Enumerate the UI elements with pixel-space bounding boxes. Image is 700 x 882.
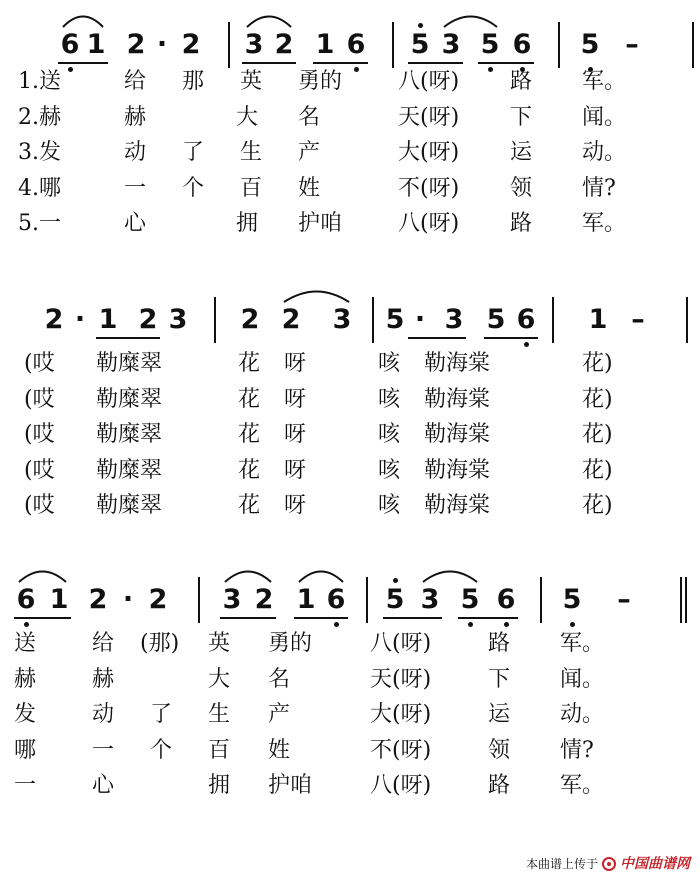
lyric-word: (哎 xyxy=(24,457,55,483)
lyric-word: 勒糜翠 xyxy=(96,422,163,447)
lyric-word: 英 xyxy=(240,69,263,94)
lyric-word: 呀 xyxy=(284,386,307,412)
barline xyxy=(686,297,688,343)
barline xyxy=(540,577,542,623)
slur-arc xyxy=(283,287,350,303)
site-name[interactable]: 中国曲谱网 xyxy=(620,856,690,872)
lyric-word: 情? xyxy=(560,737,594,763)
dot-augmentation: · xyxy=(122,584,134,615)
lyric-word: 路 xyxy=(510,211,533,236)
lyric-word: 一 xyxy=(92,737,115,763)
lyric-word: 花) xyxy=(582,351,613,376)
octave-down-dot xyxy=(468,622,473,627)
note: 3 xyxy=(420,584,440,615)
lyric-word: 运 xyxy=(488,702,511,727)
note: 2 xyxy=(240,304,260,335)
lyric-line-3 xyxy=(0,701,700,731)
note: 3 xyxy=(168,304,188,335)
lyric-word: 咳 xyxy=(378,457,401,483)
lyric-word: 领 xyxy=(488,737,511,763)
lyric-word: 名 xyxy=(268,666,291,692)
lyric-word: 动。 xyxy=(582,140,627,165)
note: 6 xyxy=(516,304,536,335)
note: 2 xyxy=(254,584,274,615)
lyric-word: 拥 xyxy=(236,211,259,236)
upload-note: 本曲谱上传于 xyxy=(525,857,598,871)
barline xyxy=(692,22,694,68)
lyric-word: 花 xyxy=(238,386,261,412)
lyric-word: 个 xyxy=(182,175,205,201)
lyric-line-4 xyxy=(0,737,700,767)
lyric-line-1 xyxy=(0,68,700,98)
lyric-word: 动。 xyxy=(560,702,605,727)
barline xyxy=(685,577,687,623)
lyric-word: 2.赫 xyxy=(18,104,61,130)
octave-down-dot xyxy=(504,622,509,627)
lyric-word: 勒海棠 xyxy=(424,351,491,376)
beam-underline xyxy=(383,617,442,619)
lyric-word: (哎 xyxy=(24,493,55,518)
lyric-word: 百 xyxy=(240,175,263,201)
octave-down-dot xyxy=(334,622,339,627)
barline xyxy=(198,577,200,623)
lyric-word: 大 xyxy=(236,104,259,130)
dot-augmentation: · xyxy=(414,304,426,335)
barline xyxy=(372,297,374,343)
lyric-word: (哎 xyxy=(24,386,55,412)
lyric-line-2 xyxy=(0,104,700,134)
note: 3 xyxy=(441,29,461,60)
lyric-word: 勒海棠 xyxy=(424,457,491,483)
lyric-word: 4.哪 xyxy=(18,175,61,201)
lyric-word: 1.送 xyxy=(18,69,61,94)
note: 6 xyxy=(496,584,516,615)
lyric-word: 动 xyxy=(92,702,115,727)
note-row xyxy=(0,10,700,70)
lyric-word: 路 xyxy=(488,631,511,656)
lyric-word: 护咱 xyxy=(268,773,313,798)
lyric-word: 一 xyxy=(124,175,147,201)
hold-dash: – xyxy=(631,304,645,335)
lyric-word: 咳 xyxy=(378,422,401,447)
lyric-line-2 xyxy=(0,666,700,696)
lyric-word: 姓 xyxy=(268,737,291,763)
note: 2 xyxy=(126,29,146,60)
barline xyxy=(214,297,216,343)
lyric-word: 发 xyxy=(14,702,37,727)
lyric-word: 哪 xyxy=(14,737,37,763)
lyric-word: 赫 xyxy=(14,666,37,692)
lyric-word: 咳 xyxy=(378,493,401,518)
lyric-word: 八(呀) xyxy=(370,773,432,798)
lyric-word: 大(呀) xyxy=(370,702,432,727)
lyric-word: 百 xyxy=(208,737,231,763)
beam-underline xyxy=(478,62,534,64)
lyric-word: 了 xyxy=(150,702,173,727)
lyric-word: 心 xyxy=(92,773,115,798)
dot-augmentation: · xyxy=(156,29,168,60)
note: 3 xyxy=(222,584,242,615)
note: 5 xyxy=(385,304,405,335)
lyric-word: 名 xyxy=(298,104,321,130)
hold-dash: – xyxy=(625,29,639,60)
lyric-word: 产 xyxy=(298,140,321,165)
lyric-word: 心 xyxy=(124,211,147,236)
lyric-word: 勇的 xyxy=(298,69,343,94)
lyric-word: 给 xyxy=(124,69,147,94)
lyric-word: 军。 xyxy=(582,69,627,94)
octave-down-dot xyxy=(524,342,529,347)
note: 5 xyxy=(480,29,500,60)
slur-arc xyxy=(62,12,104,28)
lyric-word: 花 xyxy=(238,457,261,483)
lyric-word: 勒糜翠 xyxy=(96,386,163,412)
barline xyxy=(392,22,394,68)
lyric-word: 路 xyxy=(510,69,533,94)
note: 1 xyxy=(315,29,335,60)
lyric-word: 运 xyxy=(510,140,533,165)
lyric-word: 赫 xyxy=(92,666,115,692)
slur-arc xyxy=(246,12,292,28)
lyric-word: 军。 xyxy=(560,631,605,656)
lyric-word: 给 xyxy=(92,631,115,656)
lyric-word: 大(呀) xyxy=(398,140,460,165)
slur-arc xyxy=(422,567,478,583)
lyric-line-3 xyxy=(0,421,700,451)
lyric-word: 不(呀) xyxy=(370,737,432,763)
note: 2 xyxy=(44,304,64,335)
lyric-word: 不(呀) xyxy=(398,175,460,201)
note: 1 xyxy=(588,304,608,335)
beam-underline xyxy=(96,337,160,339)
beam-underline xyxy=(58,62,108,64)
note: 6 xyxy=(60,29,80,60)
lyric-word: 下 xyxy=(488,666,511,692)
lyric-word: 领 xyxy=(510,175,533,201)
lyric-word: 天(呀) xyxy=(370,666,432,692)
lyric-word: 勇的 xyxy=(268,631,313,656)
barline xyxy=(680,577,682,623)
lyric-word: 花 xyxy=(238,422,261,447)
barline xyxy=(228,22,230,68)
octave-down-dot xyxy=(24,622,29,627)
lyric-word: 英 xyxy=(208,631,231,656)
lyric-word: (哎 xyxy=(24,422,55,447)
slur-arc xyxy=(18,567,67,583)
lyric-word: (哎 xyxy=(24,351,55,376)
lyric-word: 八(呀) xyxy=(370,631,432,656)
note: 1 xyxy=(86,29,106,60)
lyric-line-3 xyxy=(0,139,700,169)
beam-underline xyxy=(294,617,348,619)
lyric-word: 护咱 xyxy=(298,211,343,236)
lyric-line-5 xyxy=(0,772,700,802)
slur-arc xyxy=(443,12,498,28)
barline xyxy=(366,577,368,623)
lyric-word: 八(呀) xyxy=(398,211,460,236)
note: 5 xyxy=(410,29,430,60)
lyric-word: 咳 xyxy=(378,351,401,376)
note: 6 xyxy=(512,29,532,60)
note: 2 xyxy=(138,304,158,335)
lyric-word: 姓 xyxy=(298,175,321,201)
lyric-word: 个 xyxy=(150,737,173,763)
lyric-word: 军。 xyxy=(582,211,627,236)
note: 5 xyxy=(580,29,600,60)
lyric-line-4 xyxy=(0,175,700,205)
lyric-word: 花) xyxy=(582,457,613,483)
lyric-word: 动 xyxy=(124,140,147,165)
lyric-word: 勒海棠 xyxy=(424,493,491,518)
lyric-word: 花 xyxy=(238,493,261,518)
note-row xyxy=(0,285,700,345)
lyric-word: 花) xyxy=(582,386,613,412)
beam-underline xyxy=(242,62,296,64)
dot-augmentation: · xyxy=(74,304,86,335)
note: 5 xyxy=(486,304,506,335)
note: 1 xyxy=(98,304,118,335)
note: 2 xyxy=(148,584,168,615)
beam-underline xyxy=(408,62,463,64)
lyric-word: 送 xyxy=(14,631,37,656)
site-logo-icon xyxy=(602,857,616,871)
lyric-word: 下 xyxy=(510,104,533,130)
note: 6 xyxy=(326,584,346,615)
note: 2 xyxy=(281,304,301,335)
lyric-word: 大 xyxy=(208,666,231,692)
note: 2 xyxy=(274,29,294,60)
lyric-word: 3.发 xyxy=(18,140,61,165)
note: 2 xyxy=(181,29,201,60)
beam-underline xyxy=(458,617,518,619)
octave-down-dot xyxy=(570,622,575,627)
lyric-word: 勒海棠 xyxy=(424,422,491,447)
lyric-word: (那) xyxy=(140,631,180,656)
lyric-line-2 xyxy=(0,386,700,416)
lyric-line-5 xyxy=(0,210,700,240)
lyric-line-1 xyxy=(0,350,700,380)
lyric-line-4 xyxy=(0,457,700,487)
beam-underline xyxy=(484,337,538,339)
lyric-word: 八(呀) xyxy=(398,69,460,94)
lyric-line-1 xyxy=(0,630,700,660)
lyric-word: 生 xyxy=(240,140,263,165)
note-row xyxy=(0,565,700,625)
note: 3 xyxy=(444,304,464,335)
lyric-word: 闻。 xyxy=(560,666,605,692)
lyric-word: 拥 xyxy=(208,773,231,798)
lyric-word: 呀 xyxy=(284,351,307,376)
lyric-word: 呀 xyxy=(284,422,307,447)
beam-underline xyxy=(220,617,276,619)
lyric-word: 勒糜翠 xyxy=(96,493,163,518)
beam-underline xyxy=(14,617,71,619)
lyric-word: 路 xyxy=(488,773,511,798)
barline xyxy=(558,22,560,68)
note: 3 xyxy=(244,29,264,60)
slur-arc xyxy=(298,567,344,583)
lyric-word: 天(呀) xyxy=(398,104,460,130)
barline xyxy=(552,297,554,343)
lyric-word: 呀 xyxy=(284,457,307,483)
note: 2 xyxy=(88,584,108,615)
lyric-word: 花) xyxy=(582,422,613,447)
octave-up-dot xyxy=(393,578,398,583)
note: 5 xyxy=(460,584,480,615)
note: 1 xyxy=(49,584,69,615)
lyric-word: 产 xyxy=(268,702,291,727)
lyric-word: 军。 xyxy=(560,773,605,798)
slur-arc xyxy=(224,567,272,583)
note: 6 xyxy=(346,29,366,60)
lyric-word: 花) xyxy=(582,493,613,518)
lyric-line-5 xyxy=(0,492,700,522)
lyric-word: 情? xyxy=(582,175,616,201)
lyric-word: 生 xyxy=(208,702,231,727)
lyric-word: 闻。 xyxy=(582,104,627,130)
lyric-word: 那 xyxy=(182,69,205,94)
hold-dash: – xyxy=(617,584,631,615)
note: 5 xyxy=(385,584,405,615)
lyric-word: 赫 xyxy=(124,104,147,130)
lyric-word: 了 xyxy=(182,140,205,165)
lyric-word: 勒海棠 xyxy=(424,386,491,412)
lyric-word: 5.一 xyxy=(18,211,61,236)
lyric-word: 勒糜翠 xyxy=(96,351,163,376)
beam-underline xyxy=(408,337,466,339)
note: 3 xyxy=(332,304,352,335)
lyric-word: 咳 xyxy=(378,386,401,412)
lyric-word: 一 xyxy=(14,773,37,798)
note: 1 xyxy=(296,584,316,615)
lyric-word: 花 xyxy=(238,351,261,376)
octave-up-dot xyxy=(418,23,423,28)
footer xyxy=(526,854,690,874)
lyric-word: 呀 xyxy=(284,493,307,518)
note: 5 xyxy=(562,584,582,615)
lyric-word: 勒糜翠 xyxy=(96,457,163,483)
note: 6 xyxy=(16,584,36,615)
beam-underline xyxy=(313,62,368,64)
